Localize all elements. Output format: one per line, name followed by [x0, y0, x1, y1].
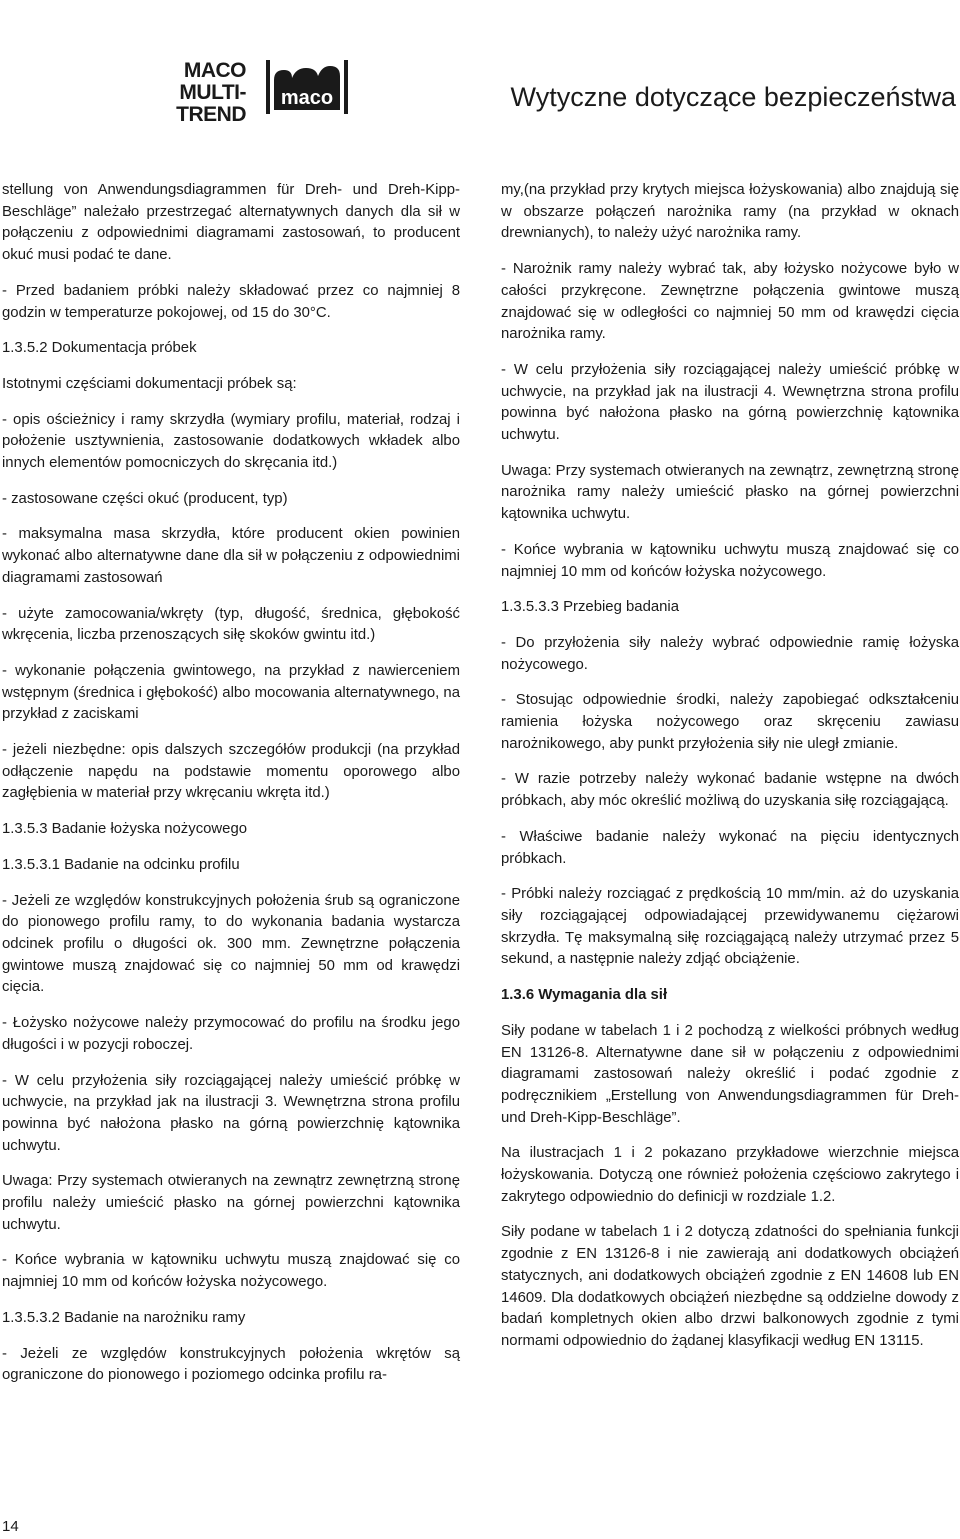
- list-item: - zastosowane części okuć (producent, typ): [2, 490, 288, 507]
- section-heading: 1.3.5.3.1 Badanie na odcinku profilu: [2, 856, 240, 873]
- page-header: [0, 0, 960, 126]
- note-paragraph: Uwaga: Przy systemach otwieranych na zewnątrz zewnętrzną stronę profilu należy umieścić płasko na górnej powierzchni kątownika uchwytu.: [2, 1173, 460, 1233]
- list-item: - Końce wybrania w kątowniku uchwytu muszą znajdować się co najmniej 10 mm od końców łożyska nożycowego.: [2, 1252, 460, 1291]
- right-column: [501, 180, 959, 1367]
- list-item: - Stosując odpowiednie środki, należy zapobiegać odkształceniu ramienia łożyska nożycowego oraz skręceniu zawiasu narożnikowego, aby punkt przyłożenia siły nie uległ zmianie.: [501, 692, 959, 752]
- svg-text:maco: maco: [280, 87, 334, 109]
- list-item: - jeżeli niezbędne: opis dalszych szczegółów produkcji (na przykład odłączenie napędu na podstawie momentu oporowego albo zagłębienia w materiał przy wkręcaniu wkręta itd.): [2, 742, 460, 802]
- left-column: [2, 180, 460, 1401]
- section-heading: 1.3.5.3 Badanie łożyska nożycowego: [2, 821, 248, 838]
- section-heading: 1.3.5.3.3 Przebieg badania: [501, 599, 679, 616]
- paragraph: Siły podane w tabelach 1 i 2 dotyczą zdatności do spełniania funkcji zgodnie z EN 13126-8 i nie zawierają ani dodatkowych obciążeń statycznych, ani dodatkowych obciążeń zgodnie z EN 14608 lub EN 14609. Dla dodatkowych obciążeń niezbędne są oddzielne dowody z badań kompletnych okien albo drzwi balkonowych zgodnie z tymi normami odpowiednio do żądanej klasyfikacji według EN 13115.: [501, 1224, 959, 1349]
- page-number: 14: [2, 1518, 19, 1535]
- list-item: - opis ościeżnicy i ramy skrzydła (wymiary profilu, materiał, rodzaj i położenie usztywnienia, zastosowanie dodatkowych wkładek albo innych elementów pomocniczych do skręcania itd.): [2, 411, 460, 472]
- paragraph: stellung von Anwendungsdiagrammen für Dreh- und Dreh-Kipp-Beschläge” należało przestrzegać alternatywnych danych dla sił w połączeniu z odpowiednimi diagramami zastosowań, to producent okuć musi podać te dane.: [2, 182, 460, 264]
- brand-line-2: MULTI-TREND: [176, 81, 246, 126]
- list-item: - Właściwe badanie należy wykonać na pięciu identycznych próbkach.: [501, 828, 959, 867]
- brand-line-1: MACO: [183, 59, 246, 82]
- list-item: - użyte zamocowania/wkręty (typ, długość, średnica, głębokość wkręcenia, liczba przenoszących siłę skoków gwintu itd.): [2, 605, 460, 644]
- note-paragraph: Uwaga: Przy systemach otwieranych na zewnątrz, zewnętrzną stronę narożnika ramy należy umieścić płasko na górnej powierzchni kątownika uchwytu.: [501, 462, 959, 523]
- list-item: - W razie potrzeby należy wykonać badanie wstępne na dwóch próbkach, aby móc określić możliwą do uzyskania siłę rozciągającą.: [501, 771, 959, 810]
- list-item: - Narożnik ramy należy wybrać tak, aby łożysko nożycowe było w całości przykręcone. Zewnętrzne połączenia gwintowe muszą znajdować się w odległości co najmniej 50 mm od krawędzi cięcia narożnika ramy.: [501, 261, 959, 343]
- list-item: - Łożysko nożycowe należy przymocować do profilu na środku jego długości i w pozycji roboczej.: [2, 1015, 460, 1053]
- paragraph: Siły podane w tabelach 1 i 2 pochodzą z wielkości próbnych według EN 13126-8. Alternatywne dane sił w połączeniu z odpowiednimi diagramami zastosowań należy określić i podać zgodnie z podręcznikiem „Erstellung von Anwendungsdiagrammen für Dreh- und Dreh-Kipp-Beschläge”.: [501, 1022, 959, 1126]
- section-heading: 1.3.5.2 Dokumentacja próbek: [2, 340, 197, 357]
- paragraph: my,(na przykład przy krytych miejsca łożyskowania) albo znajdują się w obszarze połączeń narożnika ramy (na przykład w oknach drewnianych), to należy użyć narożnika ramy.: [501, 182, 959, 242]
- list-item: - wykonanie połączenia gwintowego, na przykład z nawierceniem wstępnym (średnica i głębokość) albo mocowania alternatywnego, na przykład z zaciskami: [2, 662, 460, 723]
- paragraph: Na ilustracjach 1 i 2 pokazano przykładowe wierzchnie miejsca łożyskowania. Dotyczą one również położenia częściowo zakrytego i zakrytego odpowiednio do definicji w rozdziale 1.2.: [501, 1145, 959, 1205]
- paragraph: - Przed badaniem próbki należy składować przez co najmniej 8 godzin w temperaturze pokojowej, od 15 do 30°C.: [2, 282, 460, 321]
- list-item: - Próbki należy rozciągać z prędkością 10 mm/min. aż do uzyskania siły rozciągającej odpowiadającej przewidywanemu ciężarowi skrzydła. Tę maksymalną siłę rozciągającą należy utrzymać przez 5 sekund, a następnie należy zdjąć obciążenie.: [501, 886, 959, 968]
- maco-logo-icon: [266, 58, 348, 114]
- section-heading-bold: 1.3.6 Wymagania dla sił: [501, 987, 668, 1004]
- list-item: - Jeżeli ze względów konstrukcyjnych położenia śrub są ograniczone do pionowego profilu ramy, to do wykonania badania wystarcza odcinek profilu o długości ok. 300 mm. Zewnętrzne połączenia gwintowe muszą znajdować się co najmniej 50 mm od krawędzi cięcia.: [2, 892, 460, 996]
- list-item: - maksymalna masa skrzydła, które producent okien powinien wykonać albo alternatywne dane dla sił w połączeniu z odpowiednimi diagramami zastosowań: [2, 526, 460, 586]
- list-item: - Do przyłożenia siły należy wybrać odpowiednie ramię łożyska nożycowego.: [501, 634, 959, 673]
- list-item: - Jeżeli ze względów konstrukcyjnych położenia wkrętów są ograniczone do pionowego i poziomego odcinka profilu ra-: [2, 1345, 460, 1384]
- list-item: - Końce wybrania w kątowniku uchwytu muszą znajdować się co najmniej 10 mm od końców łożyska nożycowego.: [501, 541, 959, 580]
- list-item: - W celu przyłożenia siły rozciągającej należy umieścić próbkę w uchwycie, na przykład jak na ilustracji 3. Wewnętrzna strona profilu powinna być nałożona płasko na górną powierzchnię kątownika uchwytu.: [2, 1072, 460, 1154]
- list-item: - W celu przyłożenia siły rozciągającej należy umieścić próbkę w uchwycie, na przykład jak na ilustracji 4. Wewnętrzna strona profilu powinna być nałożona płasko na górną powierzchnię kątownika uchwytu.: [501, 361, 959, 444]
- page-title: Wytyczne dotyczące bezpieczeństwa: [510, 82, 956, 112]
- paragraph: Istotnymi częściami dokumentacji próbek są:: [2, 375, 297, 392]
- section-heading: 1.3.5.3.2 Badanie na narożniku ramy: [2, 1309, 246, 1326]
- brand-name: [118, 60, 246, 126]
